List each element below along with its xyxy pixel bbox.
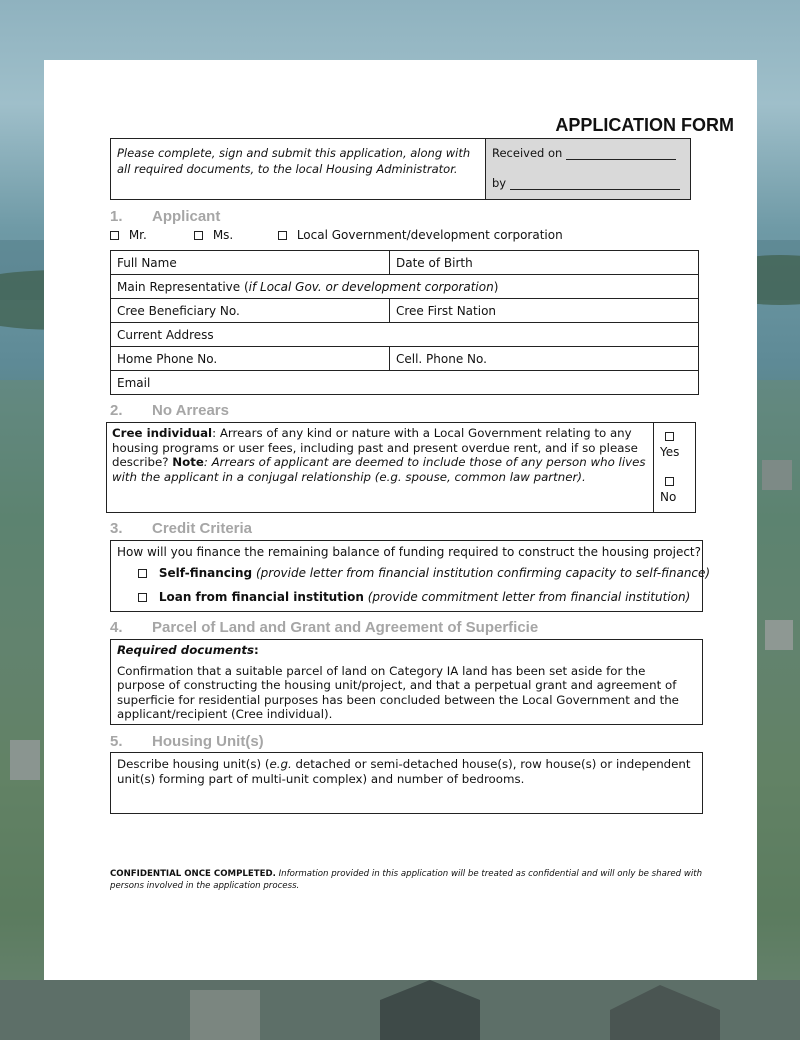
main-rep-close: ) (493, 279, 499, 294)
title-option-mr[interactable] (110, 228, 147, 242)
cree-beneficiary-label: Cree Beneficiary No. (117, 303, 240, 318)
cree-first-nation-field[interactable] (390, 299, 699, 323)
confidential-label: CONFIDENTIAL ONCE COMPLETED. (110, 869, 276, 879)
required-documents-label: Required documents (117, 643, 255, 657)
option-self-financing[interactable] (138, 566, 710, 580)
form-sheet (44, 60, 757, 980)
home-phone-field[interactable] (111, 347, 390, 371)
checkbox-arrears-yes[interactable] (665, 432, 674, 441)
received-on-line[interactable] (492, 146, 676, 160)
received-by-line[interactable] (492, 176, 680, 190)
checkbox-local-gov[interactable] (278, 231, 287, 240)
cree-beneficiary-field[interactable] (111, 299, 390, 323)
option-local-gov-label: Local Government/development corporation (296, 228, 563, 242)
email-field[interactable] (111, 371, 699, 395)
checkbox-loan[interactable] (138, 593, 147, 602)
confidential-note (110, 868, 710, 892)
arrears-box (106, 422, 696, 513)
checkbox-arrears-no[interactable] (665, 477, 674, 486)
section4-heading (110, 619, 538, 636)
date-of-birth-label: Date of Birth (396, 255, 473, 270)
arrears-note-label: Note (172, 455, 204, 469)
checkbox-self-financing[interactable] (138, 569, 147, 578)
current-address-field[interactable] (111, 323, 699, 347)
parcel-text: Confirmation that a suitable parcel of land on Category IA land has been set aside for the purpose of constructing the housing unit/project, and that a perpetual grant and agreement of superficie for residential purposes has been concluded between the Local Government and the applicant/recipient (Cree individual). (117, 663, 679, 721)
section4-title: Parcel of Land and Grant and Agreement of Superficie (152, 619, 539, 636)
arrears-text: : Arrears of any kind or nature with a Local Government relating to any housing programs or user fees, including past and present overdue rent, and if so please describe? (112, 426, 638, 469)
intro-text: Please complete, sign and submit this application, along with all required documents, to the local Housing Administrator. (111, 139, 486, 199)
cell-phone-label: Cell. Phone No. (396, 351, 487, 366)
checkbox-ms[interactable] (194, 231, 203, 240)
arrears-note-text: : Arrears of applicant are deemed to include those of any person who lives with the applicant in a conjugal relationship (e.g. spouse, common law partner). (112, 455, 646, 484)
required-documents-heading (117, 643, 696, 658)
option-loan[interactable] (138, 590, 690, 604)
confidential-text: Information provided in this application will be treated as confidential and will only be shared with persons involved in the application process. (110, 869, 703, 891)
current-address-label: Current Address (117, 327, 214, 342)
parcel-box (110, 639, 703, 725)
section5-heading (110, 733, 264, 750)
section1-title: Applicant (152, 208, 221, 225)
checkbox-mr[interactable] (110, 231, 119, 240)
received-on-label: Received on (492, 146, 563, 160)
loan-note: (provide commitment letter from financial institution) (367, 590, 691, 604)
arrears-answer-column (654, 423, 695, 512)
section3-number: 3. (110, 520, 123, 537)
arrears-yes-label: Yes (660, 445, 680, 459)
housing-unit-box[interactable] (110, 752, 703, 814)
main-rep-label: Main Representative ( (117, 279, 249, 294)
applicant-table (110, 250, 699, 395)
section2-title: No Arrears (152, 402, 229, 419)
option-mr-label: Mr. (128, 228, 147, 242)
loan-label: Loan from financial institution (158, 590, 364, 604)
date-of-birth-field[interactable] (390, 251, 699, 275)
received-box (486, 139, 690, 199)
section2-number: 2. (110, 402, 123, 419)
arrears-no-label: No (660, 490, 677, 504)
received-by-label: by (492, 176, 507, 190)
section2-heading (110, 402, 229, 419)
section1-heading (110, 208, 220, 225)
intro-box (110, 138, 691, 200)
required-colon: : (254, 643, 259, 657)
form-title: APPLICATION FORM (555, 115, 734, 135)
section3-title: Credit Criteria (152, 520, 253, 537)
title-option-ms[interactable] (194, 228, 233, 242)
main-representative-field[interactable] (111, 275, 699, 299)
credit-question: How will you finance the remaining balance of funding required to construct the housing project? (117, 545, 701, 559)
cree-first-nation-label: Cree First Nation (396, 303, 497, 318)
self-financing-note: (provide letter from financial institution confirming capacity to self-finance) (255, 566, 711, 580)
main-rep-qualifier: if Local Gov. or development corporation (248, 279, 494, 294)
housing-text-eg: e.g. (269, 757, 292, 771)
section5-title: Housing Unit(s) (152, 733, 264, 750)
credit-criteria-box (110, 540, 711, 612)
arrears-description (107, 423, 654, 512)
cell-phone-field[interactable] (390, 347, 699, 371)
title-option-local-gov[interactable] (278, 228, 563, 242)
option-ms-label: Ms. (212, 228, 234, 242)
section1-number: 1. (110, 208, 123, 225)
full-name-field[interactable] (111, 251, 390, 275)
section3-heading (110, 520, 252, 537)
section5-number: 5. (110, 733, 123, 750)
self-financing-label: Self-financing (158, 566, 253, 580)
email-label: Email (117, 375, 151, 390)
section4-number: 4. (110, 619, 123, 636)
full-name-label: Full Name (117, 255, 177, 270)
home-phone-label: Home Phone No. (117, 351, 218, 366)
housing-text-b: detached or semi-detached house(s), row house(s) or independent unit(s) forming part of multi-unit complex) and number of bedrooms. (117, 757, 691, 786)
housing-text-a: Describe housing unit(s) ( (117, 757, 270, 771)
arrears-lead: Cree individual (112, 426, 213, 440)
